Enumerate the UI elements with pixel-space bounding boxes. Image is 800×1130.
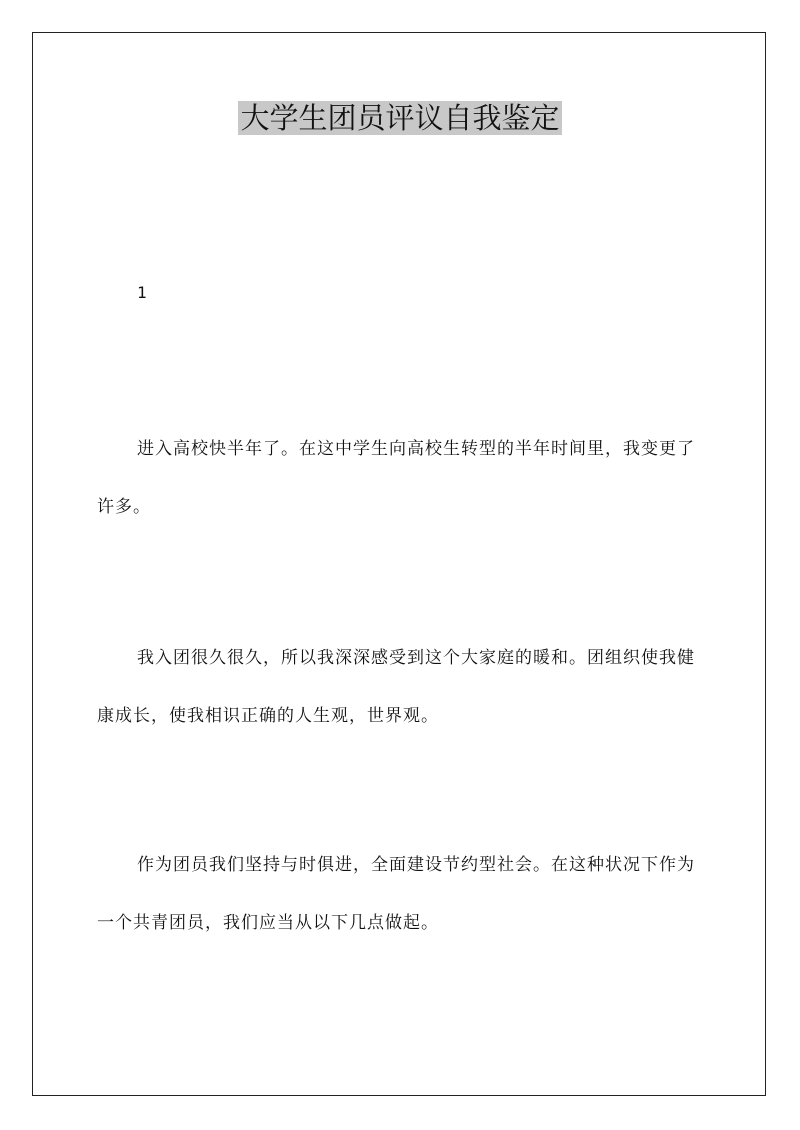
document-title-text: 大学生团员评议自我鉴定 bbox=[240, 101, 560, 135]
section-number: 1 bbox=[137, 283, 148, 302]
paragraph-2: 我入团很久很久，所以我深深感受到这个大家庭的暖和。团组织使我健康成长，使我相识正确的人生观，世界观。 bbox=[97, 648, 695, 726]
document-title bbox=[0, 96, 800, 140]
paragraph-1: 进入高校快半年了。在这中学生向高校生转型的半年时间里，我变更了许多。 bbox=[97, 439, 695, 517]
paragraph-3: 作为团员我们坚持与时俱进，全面建设节约型社会。在这种状况下作为一个共青团员，我们应当从以下几点做起。 bbox=[97, 855, 695, 933]
